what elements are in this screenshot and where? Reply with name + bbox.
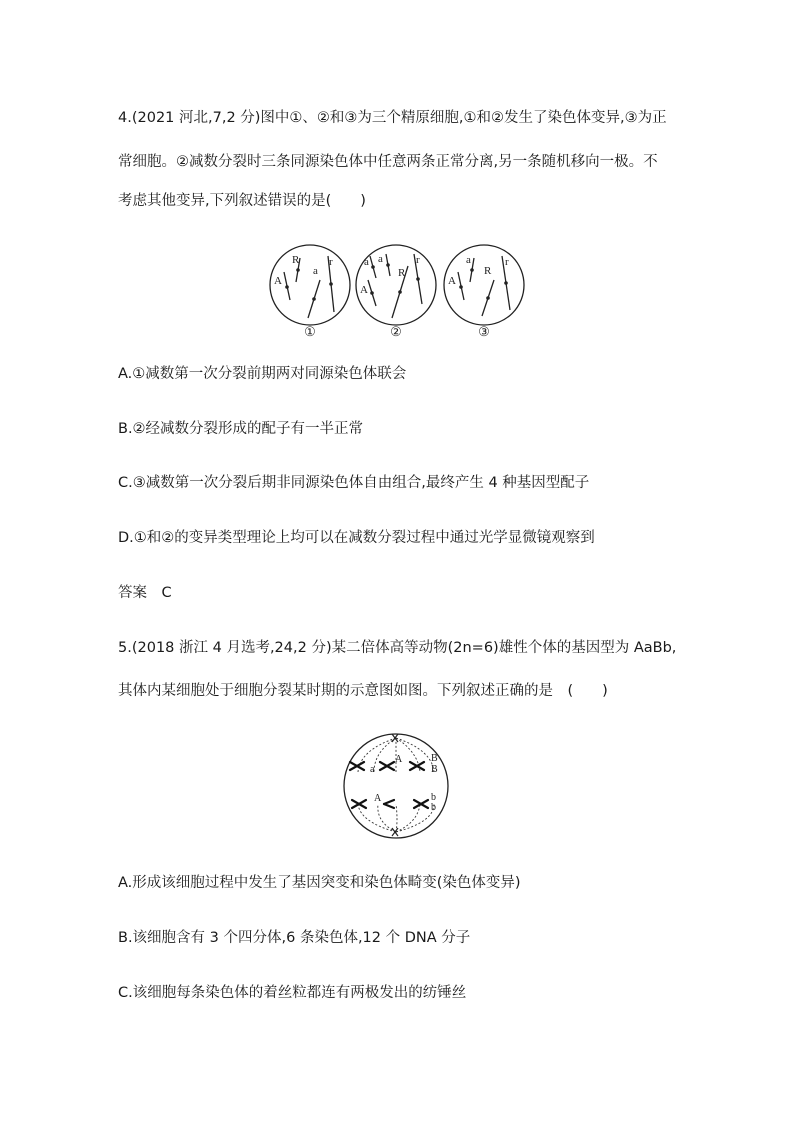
centromere xyxy=(371,265,375,269)
centromere xyxy=(504,281,508,285)
chromosome-1 xyxy=(350,762,364,770)
centromere xyxy=(329,282,333,286)
gene-label-b: b xyxy=(431,802,436,813)
cell-label-1: ① xyxy=(304,324,316,339)
gene-label-A: A xyxy=(374,793,382,804)
q4-option-d: D.①和②的变异类型理论上均可以在减数分裂过程中通过光学显微镜观察到 xyxy=(118,530,595,546)
q5-option-b: B.该细胞含有 3 个四分体,6 条染色体,12 个 DNA 分子 xyxy=(118,930,471,946)
q4-stem-line-3: 考虑其他变异,下列叙述错误的是( ) xyxy=(118,193,366,209)
q4-option-a: A.①减数第一次分裂前期两对同源染色体联会 xyxy=(118,366,407,382)
cell-3-gene-r: r xyxy=(505,256,509,268)
chromosome-3 xyxy=(410,762,424,770)
cell-2-gene-r: r xyxy=(416,254,420,266)
q4-figure xyxy=(262,238,532,340)
cell-3-gene-A: A xyxy=(448,275,456,287)
cell-3-gene-R: R xyxy=(484,265,492,277)
centromere xyxy=(459,285,463,289)
q5-stem-line-1: 5.(2018 浙江 4 月选考,24,2 分)某二倍体高等动物(2n=6)雄性个体的基因型为 AaBb, xyxy=(118,640,677,656)
centriole-icon xyxy=(392,734,398,836)
cell-2-gene-a: a xyxy=(378,253,383,265)
q5-option-c: C.该细胞每条染色体的着丝粒都连有两极发出的纺锤丝 xyxy=(118,985,467,1001)
gene-label-B: B xyxy=(431,753,438,764)
q5-option-a: A.形成该细胞过程中发生了基因突变和染色体畸变(染色体变异) xyxy=(118,875,521,891)
centromere xyxy=(370,291,374,295)
cell-3-membrane xyxy=(444,245,524,325)
centromere xyxy=(486,296,490,300)
q4-option-c: C.③减数第一次分裂后期非同源染色体自由组合,最终产生 4 种基因型配子 xyxy=(118,475,590,491)
chromosome-2 xyxy=(380,762,394,770)
cell-1-gene-R: R xyxy=(292,254,300,266)
cell-2-gene-a: a xyxy=(364,256,369,268)
q4-stem-line-1: 4.(2021 河北,7,2 分)图中①、②和③为三个精原细胞,①和②发生了染色体变异,③为正 xyxy=(118,110,667,126)
centromere xyxy=(416,277,420,281)
gene-label-B: B xyxy=(431,764,438,775)
q4-option-b: B.②经减数分裂形成的配子有一半正常 xyxy=(118,421,364,437)
cell-3-gene-a: a xyxy=(466,254,471,266)
q5-stem-line-2: 其体内某细胞处于细胞分裂某时期的示意图如图。下列叙述正确的是 ( ) xyxy=(118,683,608,699)
q4-answer: 答案 C xyxy=(118,585,172,601)
q4-stem-line-2: 常细胞。②减数分裂时三条同源染色体中任意两条正常分离,另一条随机移向一极。不 xyxy=(118,154,658,170)
centromere xyxy=(312,297,316,301)
cell-label-2: ② xyxy=(390,324,402,339)
centromere xyxy=(470,268,474,272)
cell-1-gene-a: a xyxy=(313,265,318,277)
cell-2-gene-A: A xyxy=(360,284,368,296)
chromosome-4 xyxy=(352,800,366,808)
centromere xyxy=(285,285,289,289)
gene-label-a: a xyxy=(370,764,375,775)
spindle-fibers xyxy=(358,738,434,832)
centromere xyxy=(296,268,300,272)
centromere xyxy=(386,263,390,267)
chromosome-5 xyxy=(384,800,394,808)
q5-figure xyxy=(340,730,452,842)
cell-2-gene-R: R xyxy=(398,267,406,279)
chromosome-6 xyxy=(414,800,428,808)
cell-label-3: ③ xyxy=(478,324,490,339)
cell-1-gene-r: r xyxy=(329,256,333,268)
cell-1-gene-A: A xyxy=(274,275,282,287)
centromere xyxy=(398,290,402,294)
gene-label-b: b xyxy=(431,792,436,803)
gene-label-A: A xyxy=(395,754,403,765)
